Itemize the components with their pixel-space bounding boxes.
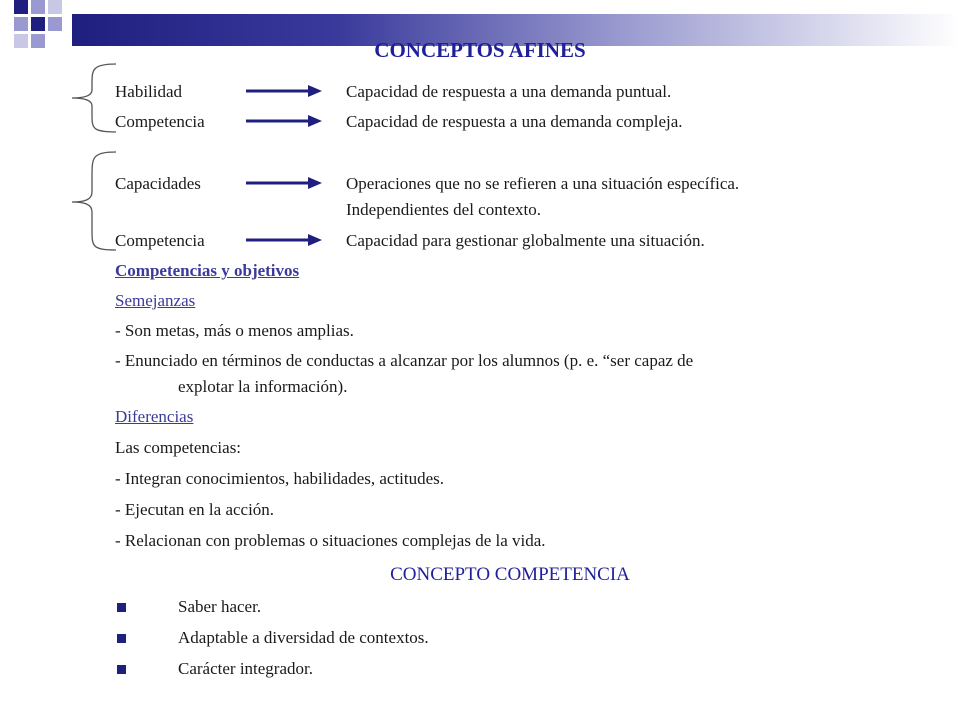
- semejanzas-item-2-line1: - Enunciado en términos de conductas a alcanzar por los alumnos (p. e. “ser capaz de: [115, 351, 694, 370]
- arrow-right-icon: [246, 83, 324, 99]
- diferencias-item-2: - Ejecutan en la acción.: [115, 500, 275, 519]
- concepto-bullet-1: Saber hacer.: [178, 597, 262, 616]
- term-competencia-2: Competencia: [115, 231, 205, 250]
- concepto-bullet-3: Carácter integrador.: [178, 659, 313, 678]
- decor-square: [14, 17, 28, 31]
- definition-capacidades-line2: Independientes del contexto.: [346, 200, 541, 219]
- diferencias-item-3: - Relacionan con problemas o situaciones complejas de la vida.: [115, 531, 546, 550]
- decor-square: [14, 0, 28, 14]
- definition-competencia: Capacidad de respuesta a una demanda compleja.: [346, 112, 683, 131]
- definition-competencia-2: Capacidad para gestionar globalmente una situación.: [346, 231, 705, 250]
- definition-habilidad: Capacidad de respuesta a una demanda puntual.: [346, 82, 672, 101]
- concepto-bullet-2: Adaptable a diversidad de contextos.: [178, 628, 429, 647]
- definition-capacidades-line1: Operaciones que no se refieren a una situación específica.: [346, 174, 740, 193]
- semejanzas-item-1: - Son metas, más o menos amplias.: [115, 321, 354, 340]
- semejanzas-item-2-line2: explotar la información).: [178, 377, 348, 396]
- decor-square: [31, 17, 45, 31]
- term-capacidades: Capacidades: [115, 174, 201, 193]
- section-heading-link[interactable]: Competencias y objetivos: [115, 261, 300, 280]
- arrow-right-icon: [246, 232, 324, 248]
- square-bullet-icon: [117, 603, 126, 612]
- term-habilidad: Habilidad: [115, 82, 183, 101]
- decor-square: [31, 0, 45, 14]
- arrow-right-icon: [246, 175, 324, 191]
- brace-group-2: [70, 150, 118, 252]
- diferencias-link[interactable]: Diferencias: [115, 407, 194, 426]
- concepto-heading: CONCEPTO COMPETENCIA: [390, 564, 630, 585]
- square-bullet-icon: [117, 634, 126, 643]
- brace-group-1: [70, 62, 118, 134]
- semejanzas-link[interactable]: Semejanzas: [115, 291, 196, 310]
- slide-title: CONCEPTOS AFINES: [374, 38, 586, 62]
- diferencias-intro: Las competencias:: [115, 438, 242, 457]
- arrow-right-icon: [246, 113, 324, 129]
- diferencias-item-1: - Integran conocimientos, habilidades, actitudes.: [115, 469, 445, 488]
- square-bullet-icon: [117, 665, 126, 674]
- term-competencia: Competencia: [115, 112, 205, 131]
- decor-square: [48, 17, 62, 31]
- decor-square: [48, 0, 62, 14]
